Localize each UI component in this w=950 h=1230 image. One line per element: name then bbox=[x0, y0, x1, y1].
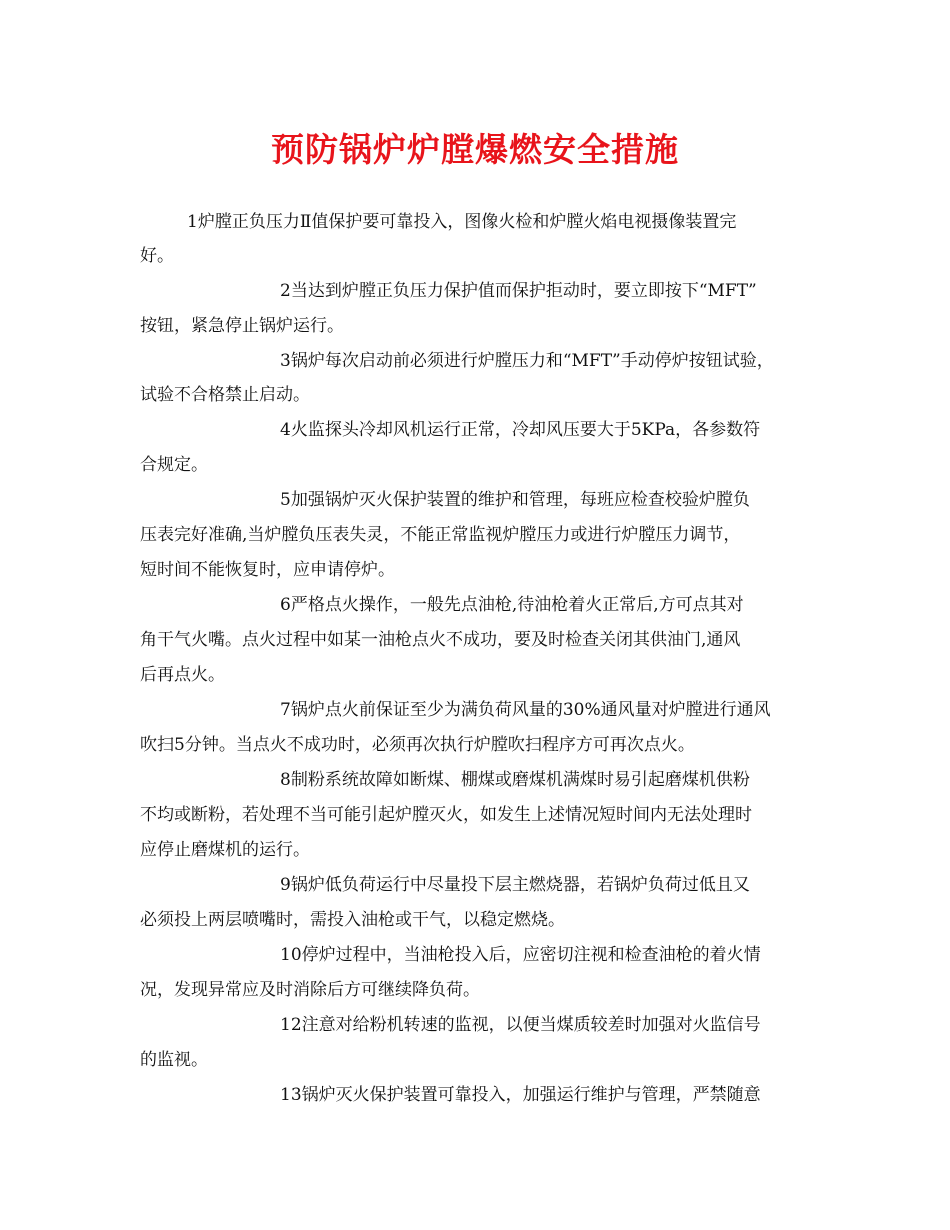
text-line-item9-a: 9锅炉低负荷运行中尽量投下层主燃烧器，若锅炉负荷过低且又 bbox=[280, 875, 750, 895]
text-line-item6-b: 角干气火嘴。点火过程中如某一油枪点火不成功，要及时检查关闭其供油门,通风 bbox=[140, 630, 741, 650]
text-line-item1-b: 好。 bbox=[140, 246, 174, 266]
text-line-item4-a: 4火监探头冷却风机运行正常，冷却风压要大于5KPa，各参数符 bbox=[280, 420, 761, 440]
text-line-item8-a: 8制粉系统故障如断煤、棚煤或磨煤机满煤时易引起磨煤机供粉 bbox=[280, 770, 750, 790]
text-line-item13-a: 13锅炉灭火保护装置可靠投入，加强运行维护与管理，严禁随意 bbox=[280, 1085, 761, 1105]
text-line-item2-a: 2当达到炉膛正负压力保护值而保护拒动时，要立即按下“MFT” bbox=[280, 281, 757, 301]
text-line-item3-b: 试验不合格禁止启动。 bbox=[140, 385, 310, 405]
text-line-item5-c: 短时间不能恢复时，应申请停炉。 bbox=[140, 560, 395, 580]
text-line-item8-c: 应停止磨煤机的运行。 bbox=[140, 840, 310, 860]
text-line-item8-b: 不均或断粉，若处理不当可能引起炉膛灭火，如发生上述情况短时间内无法处理时 bbox=[140, 805, 752, 825]
text-line-item12-a: 12注意对给粉机转速的监视，以便当煤质较差时加强对火监信号 bbox=[280, 1015, 761, 1035]
text-line-item7-b: 吹扫5分钟。当点火不成功时，必须再次执行炉膛吹扫程序方可再次点火。 bbox=[140, 735, 695, 755]
text-line-item6-a: 6严格点火操作，一般先点油枪,待油枪着火正常后,方可点其对 bbox=[280, 595, 744, 615]
text-line-item9-b: 必须投上两层喷嘴时，需投入油枪或干气，以稳定燃烧。 bbox=[140, 910, 565, 930]
text-line-item4-b: 合规定。 bbox=[140, 455, 208, 475]
text-line-item10-b: 况，发现异常应及时消除后方可继续降负荷。 bbox=[140, 980, 480, 1000]
text-line-item5-b: 压表完好准确,当炉膛负压表失灵，不能正常监视炉膛压力或进行炉膛压力调节， bbox=[140, 525, 741, 545]
text-line-item10-a: 10停炉过程中，当油枪投入后，应密切注视和检查油枪的着火情 bbox=[280, 945, 761, 965]
text-line-item1-a: 1炉膛正负压力Ⅱ值保护要可靠投入，图像火检和炉膛火焰电视摄像装置完 bbox=[187, 212, 737, 232]
text-line-item5-a: 5加强锅炉灭火保护装置的维护和管理，每班应检查校验炉膛负 bbox=[280, 490, 750, 510]
text-line-item3-a: 3锅炉每次启动前必须进行炉膛压力和“MFT”手动停炉按钮试验， bbox=[280, 351, 774, 371]
text-line-item12-b: 的监视。 bbox=[140, 1050, 208, 1070]
document-title: 预防锅炉炉膛爆燃安全措施 bbox=[271, 130, 679, 169]
text-line-item2-b: 按钮，紧急停止锅炉运行。 bbox=[140, 316, 344, 336]
text-line-item7-a: 7锅炉点火前保证至少为满负荷风量的30%通风量对炉膛进行通风 bbox=[280, 700, 771, 720]
text-line-item6-c: 后再点火。 bbox=[140, 665, 225, 685]
